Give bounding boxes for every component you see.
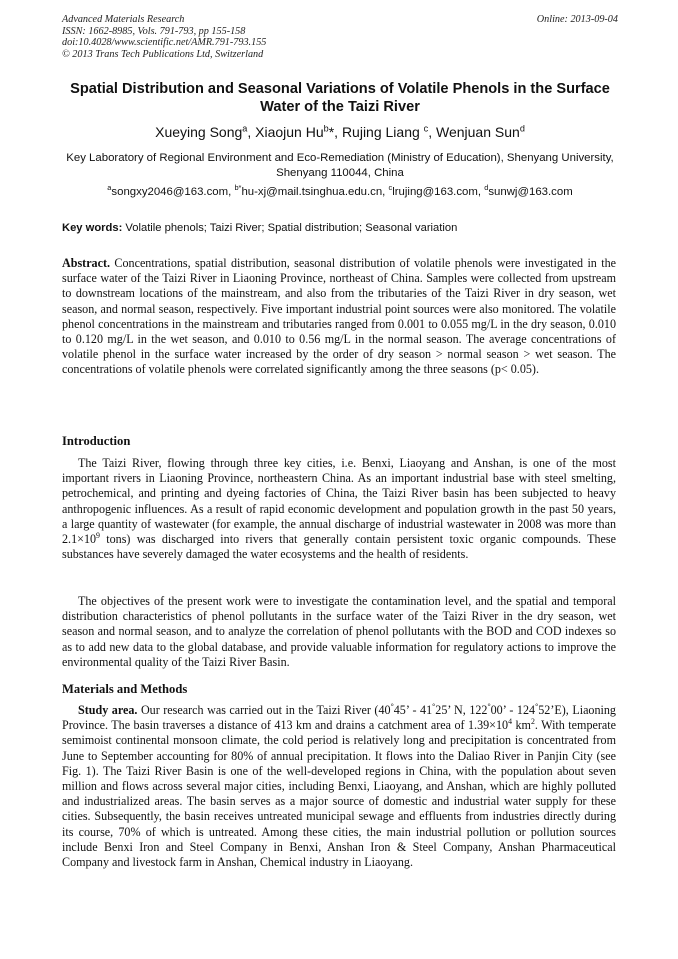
- journal-header: [62, 14, 618, 60]
- introduction-paragraph-2: The objectives of the present work were to investigate the contamination level, and the spatial and temporal distribution characteristics of phenol pollutants in the surface water of the Taizi River in the dry season, wet season and normal season, and to analyze the correlation of phenol pollutants with the BOD and COD indexes so as to add new data to the global database, and provide valuable information for regulatory actions to improve the environmental quality of the Taizi River Basin.: [62, 594, 616, 669]
- paragraph-text: km: [512, 718, 531, 733]
- degree-sign: °: [535, 701, 539, 711]
- study-area-paragraph: [62, 703, 616, 870]
- abstract-text: Concentrations, spatial distribution, seasonal distribution of volatile phenols were investigated in the surface water of the Taizi River in Liaoning Province, northeast of China. Samples were collected from upstream to downstream locations of the mainstream, and also from the tributaries of the Taizi River in dry season, wet season, and normal season, respectively. Five important industrial point sources were also monitored. The volatile phenol concentrations in the mainstream and tributaries ranged from 0.001 to 0.055 mg/L in the dry season, 0.010 to 0.120 mg/L in the wet season, and 0.010 to 0.56 mg/L in the normal season. The average concentrations of volatile phenol in the surface water increased by the order of dry season > normal season > wet season. The concentrations of volatile phenols were correlated significantly among the three seasons (p< 0.05).: [62, 256, 616, 377]
- issn-line: ISSN: 1662-8985, Vols. 791-793, pp 155-158: [62, 25, 246, 37]
- email-marker: d: [484, 183, 489, 193]
- author-marker: a: [242, 123, 248, 134]
- email-address: hu-xj@mail.tsinghua.edu.cn,: [241, 186, 389, 198]
- online-date: Online: 2013-09-04: [536, 14, 618, 25]
- paragraph-text: 00’ - 124: [490, 703, 536, 717]
- email-marker: b*: [234, 183, 242, 193]
- exponent: 4: [508, 717, 513, 727]
- keywords: [62, 221, 618, 236]
- email-marker: c: [388, 183, 393, 193]
- author-marker: d: [519, 123, 525, 134]
- email-address: songxy2046@163.com,: [111, 186, 235, 198]
- abstract: [62, 256, 616, 378]
- author-list: [62, 123, 618, 141]
- journal-name: Advanced Materials Research: [62, 14, 185, 25]
- introduction-heading: Introduction: [62, 434, 131, 448]
- author-separator: ,: [334, 124, 342, 140]
- keywords-label: Key words:: [62, 222, 123, 234]
- paragraph-text: Our research was carried out in the Taizi River (40: [137, 703, 391, 717]
- author-name: Wenjuan Sun: [436, 124, 520, 140]
- paper-title: Spatial Distribution and Seasonal Variations of Volatile Phenols in the Surface Water of the Taizi River: [70, 81, 610, 115]
- exponent: 2: [530, 717, 535, 727]
- author-name: Xueying Song: [155, 124, 243, 140]
- author-separator: ,: [428, 124, 436, 140]
- exponent: 9: [96, 530, 100, 540]
- paragraph-text: 25’ N, 122: [435, 703, 488, 717]
- degree-sign: °: [432, 701, 436, 711]
- email-marker: a: [107, 183, 112, 193]
- email-address: lrujing@163.com,: [392, 186, 485, 198]
- paragraph-text: 52’E), Liaoning Province. The basin traverses a distance of 413 km and drains a catchment area of 1.39×10: [62, 703, 616, 733]
- author-marker: c: [423, 123, 429, 134]
- author-separator: ,: [247, 124, 256, 140]
- degree-sign: °: [487, 701, 491, 711]
- email-address: sunwj@163.com: [488, 186, 573, 198]
- author-marker: b: [323, 123, 329, 134]
- abstract-label: Abstract.: [62, 256, 111, 270]
- paragraph-text: 45’ - 41: [393, 703, 433, 717]
- email-list: [62, 185, 618, 200]
- paragraph-text: tons) was discharged into rivers that generally contain persistent toxic organic compounds. These substances have severely damaged the water ecosystems and the health of residents.: [62, 532, 616, 562]
- affiliation: Key Laboratory of Regional Environment and Eco-Remediation (Ministry of Education), Shenyang University, Shenyang 110044, China: [66, 152, 614, 179]
- paragraph-text: The Taizi River, flowing through three key cities, i.e. Benxi, Liaoyang and Anshan, is one of the most important rivers in Liaoning Province, northeastern China. As an important industrial base with steel smelting, petrochemical, and printing and dyeing factories of China, the Taizi River basin has been subjected to heavy anthropogenic influences. As a result of rapid economic development and population growth in the past 50 years, a large quantity of wastewater (for example, the annual discharge of industrial wastewater in 2008 was more than 2.1×10: [62, 456, 616, 547]
- study-area-label: Study area.: [78, 703, 138, 717]
- author-name: Xiaojun Hu: [255, 124, 324, 140]
- keywords-text: Volatile phenols; Taizi River; Spatial distribution; Seasonal variation: [122, 222, 458, 234]
- paragraph-text: . With temperate semimoist continental monsoon climate, the cold period is relatively long and precipitation is concentrated from June to September accounting for 80% of annual precipitation. It flows into the Daliao River in Panjin City (see Fig. 1). The Taizi River Basin is one of the well-developed regions in China, with the population about seven million and flows across several major cities, including Benxi, Liaoyang, and Anshan, which are highly polluted and industrialized areas. The basin serves as a major source of domestic and industrial water supply for these cities. Subsequently, the basin receives untreated municipal sewage and effluents from industries directly during its course, 70% of which is untreated. Among these cities, the main industrial pollution or pollution sources include Benxi Iron and Steel Company in Benxi, Anshan Iron & Steel Company, Anshan Pharmaceutical Company and livestock farm in Anshan, Chemical industry in Liaoyang.: [62, 718, 616, 870]
- doi-line: doi:10.4028/www.scientific.net/AMR.791-793.155: [62, 37, 267, 49]
- copyright-line: © 2013 Trans Tech Publications Ltd, Switzerland: [62, 48, 264, 60]
- author-name: Rujing Liang: [341, 124, 424, 140]
- methods-heading: Materials and Methods: [62, 682, 188, 696]
- introduction-paragraph-1: [62, 456, 616, 562]
- corresponding-star: *: [328, 124, 335, 140]
- degree-sign: °: [390, 701, 394, 711]
